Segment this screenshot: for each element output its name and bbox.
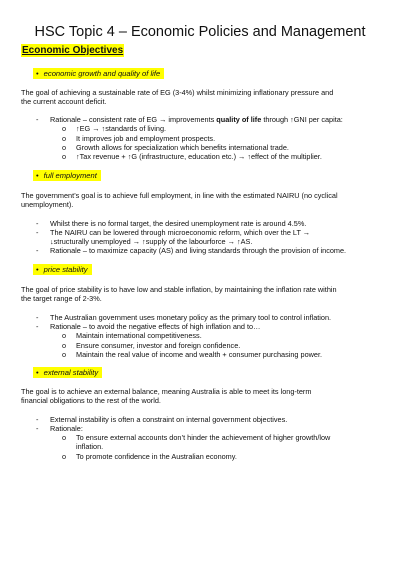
- circle-bullet: o: [62, 341, 67, 350]
- list-item: The NAIRU can be lowered through microeconomic reform, which over the LT →: [50, 228, 311, 237]
- bullet-dot-icon: •: [36, 171, 39, 180]
- list-item: Rationale – to maximize capacity (AS) and living standards through the provision of income.: [50, 246, 347, 255]
- circle-bullet: o: [62, 433, 67, 442]
- paragraph-line: financial obligations to the rest of the world.: [21, 396, 161, 406]
- bullet-dot-icon: •: [36, 69, 39, 78]
- objective-label-external: • external stability: [33, 367, 102, 378]
- list-item: It improves job and employment prospects.: [76, 134, 216, 143]
- circle-bullet: o: [62, 124, 67, 133]
- dash-bullet: -: [36, 322, 39, 331]
- paragraph-growth: [21, 88, 383, 107]
- list-item: Maintain the real value of income and wealth + consumer purchasing power.: [76, 350, 323, 359]
- paragraph-price: [21, 285, 383, 304]
- objective-label-growth: • economic growth and quality of life: [33, 68, 164, 79]
- list-item-continued: inflation.: [76, 442, 104, 451]
- dash-bullet: -: [36, 313, 39, 322]
- dash-bullet: -: [36, 415, 39, 424]
- list-item: Ensure consumer, investor and foreign confidence.: [76, 341, 241, 350]
- list-item: External instability is often a constraint on internal government objectives.: [50, 415, 288, 424]
- list-item: Rationale:: [50, 424, 83, 433]
- paragraph-line: The goal is to achieve an external balance, meaning Australia is able to meet its long-term: [21, 387, 312, 396]
- section-heading: Economic Objectives: [22, 45, 124, 56]
- list-item: Maintain international competitiveness.: [76, 331, 202, 340]
- list-item: ↑EG → ↑standards of living.: [76, 124, 167, 133]
- list-item: To promote confidence in the Australian economy.: [76, 452, 237, 461]
- paragraph-line: unemployment).: [21, 200, 74, 210]
- bullet-dot-icon: •: [36, 265, 39, 274]
- circle-bullet: o: [62, 143, 67, 152]
- circle-bullet: o: [62, 350, 67, 359]
- bullet-dot-icon: •: [36, 368, 39, 377]
- paragraph-line: the target range of 2-3%.: [21, 294, 102, 304]
- paragraph-line: The goal of achieving a sustainable rate of EG (3-4%) whilst minimizing inflationary pressure and: [21, 88, 334, 97]
- circle-bullet: o: [62, 452, 67, 461]
- list-item: Whilst there is no formal target, the desired unemployment rate is around 4.5%.: [50, 219, 307, 228]
- dash-bullet: -: [36, 228, 39, 237]
- paragraph-external: [21, 387, 383, 406]
- dash-bullet: -: [36, 424, 39, 433]
- paragraph-line: The government’s goal is to achieve full employment, in line with the estimated NAIRU (no cyclical: [21, 191, 338, 200]
- circle-bullet: o: [62, 134, 67, 143]
- dash-bullet: -: [36, 246, 39, 255]
- circle-bullet: o: [62, 152, 67, 161]
- circle-bullet: o: [62, 331, 67, 340]
- paragraph-line: the current account deficit.: [21, 97, 107, 107]
- list-item-continued: ↓structurally unemployed → ↑supply of the labourforce → ↑AS.: [50, 237, 253, 246]
- dash-bullet: -: [36, 219, 39, 228]
- list-item: ↑Tax revenue + ↑G (infrastructure, education etc.) → ↑effect of the multiplier.: [76, 152, 322, 161]
- page-title: HSC Topic 4 – Economic Policies and Management: [34, 24, 366, 40]
- objective-label-employment: • full employment: [33, 170, 101, 181]
- paragraph-line: The goal of price stability is to have low and stable inflation, by maintaining the inflation rate within: [21, 285, 337, 294]
- list-item: Growth allows for specialization which benefits international trade.: [76, 143, 289, 152]
- paragraph-employment: [21, 191, 383, 210]
- rationale-growth: Rationale – consistent rate of EG → improvements quality of life through ↑GNI per capita:: [50, 115, 343, 124]
- objective-label-price: • price stability: [33, 264, 92, 275]
- list-item: Rationale – to avoid the negative effects of high inflation and to…: [50, 322, 261, 331]
- list-item: The Australian government uses monetary policy as the primary tool to control inflation.: [50, 313, 332, 322]
- dash-bullet: -: [36, 115, 39, 124]
- list-item: To ensure external accounts don’t hinder the achievement of higher growth/low: [76, 433, 331, 442]
